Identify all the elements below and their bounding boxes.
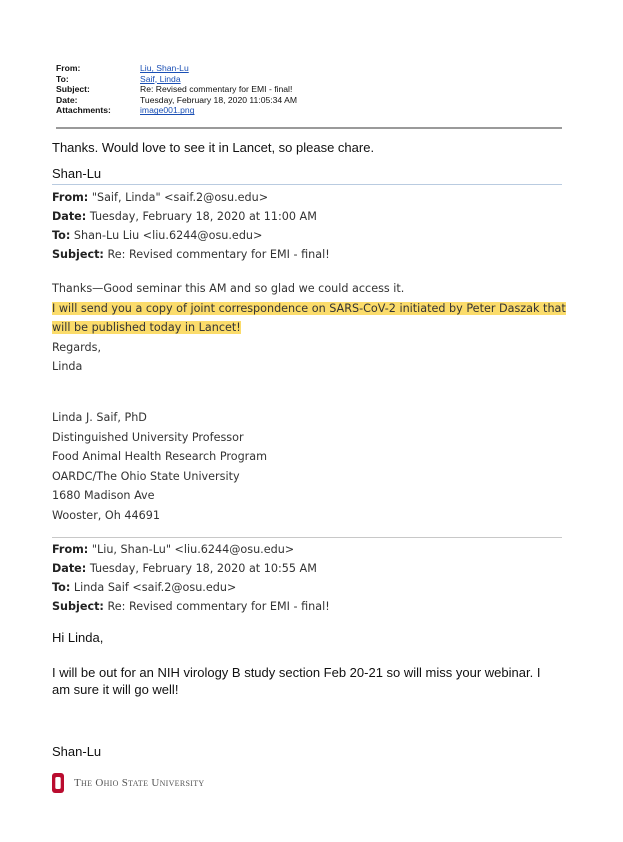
quoted1-line1: Thanks—Good seminar this AM and so glad we could access it. — [52, 282, 405, 295]
sig-line: 1680 Madison Ave — [52, 489, 155, 502]
sig-line: OARDC/The Ohio State University — [52, 469, 240, 483]
header-to-label: To: — [56, 73, 69, 84]
linda-signature-block — [52, 408, 267, 525]
attachment-link[interactable]: image001.png — [140, 105, 195, 116]
quoted2-body-line2: am sure it will go well! — [52, 682, 179, 697]
highlighted-text-2: will be published today in Lancet! — [52, 321, 241, 334]
header-subject-row — [56, 84, 562, 95]
sig-line: Linda J. Saif, PhD — [52, 411, 147, 424]
reply-text: Thanks. Would love to see it in Lancet, so please chare. — [52, 140, 375, 155]
quoted1-name: Linda — [52, 360, 83, 373]
quoted2-subject: Subject: Re: Revised commentary for EMI - final! — [52, 600, 330, 613]
quoted2-body — [52, 664, 567, 698]
header-from-label: From: — [56, 63, 81, 73]
osu-wordmark: The Ohio State University — [74, 777, 205, 789]
header-attachments-row — [56, 105, 562, 116]
quoted1-to: To: Shan-Lu Liu <liu.6244@osu.edu> — [52, 229, 263, 242]
header-to-link[interactable]: Saif, Linda — [140, 73, 181, 84]
quoted2-greeting: Hi Linda, — [52, 630, 104, 645]
header-from-row — [56, 63, 562, 74]
header-subject-label: Subject: — [56, 84, 90, 95]
header-to-row — [56, 74, 562, 85]
quoted2-date: Date: Tuesday, February 18, 2020 at 10:55 AM — [52, 562, 317, 575]
quoted1-from: From: "Saif, Linda" <saif.2@osu.edu> — [52, 191, 269, 204]
osu-footer — [52, 773, 205, 793]
quoted2-meta — [52, 540, 330, 616]
quoted2-from: From: "Liu, Shan-Lu" <liu.6244@osu.edu> — [52, 543, 295, 556]
email-header — [56, 63, 562, 116]
quoted1-meta — [52, 188, 330, 264]
sig-line: Wooster, Oh 44691 — [52, 508, 160, 522]
sig-line: Distinguished University Professor — [52, 430, 244, 444]
reply-signature: Shan-Lu — [52, 166, 102, 181]
quoted1-regards: Regards, — [52, 340, 101, 354]
highlighted-text-1: I will send you a copy of joint correspondence on SARS-CoV-2 initiated by Peter Daszak that — [52, 301, 566, 315]
header-date-row — [56, 95, 562, 106]
header-divider — [56, 127, 562, 129]
quoted1-body — [52, 279, 566, 377]
osu-block-o-icon — [52, 773, 64, 793]
header-date-label: Date: — [56, 94, 78, 105]
sig-line: Food Animal Health Research Program — [52, 450, 268, 463]
header-from-link[interactable]: Liu, Shan-Lu — [140, 63, 189, 73]
header-attachments-label: Attachments: — [56, 105, 111, 116]
quoted2-body-line1: I will be out for an NIH virology B study section Feb 20-21 so will miss your webinar. I — [52, 665, 541, 680]
quoted2-to: To: Linda Saif <saif.2@osu.edu> — [52, 581, 237, 594]
header-date-value: Tuesday, February 18, 2020 11:05:34 AM — [140, 94, 298, 105]
quoted-divider — [52, 537, 562, 538]
quoted2-signature: Shan-Lu — [52, 744, 102, 759]
quoted1-date: Date: Tuesday, February 18, 2020 at 11:00 AM — [52, 210, 317, 223]
header-subject-value: Re: Revised commentary for EMI - final! — [140, 84, 293, 95]
quoted1-subject: Subject: Re: Revised commentary for EMI - final! — [52, 248, 330, 261]
signature-divider — [52, 184, 562, 185]
